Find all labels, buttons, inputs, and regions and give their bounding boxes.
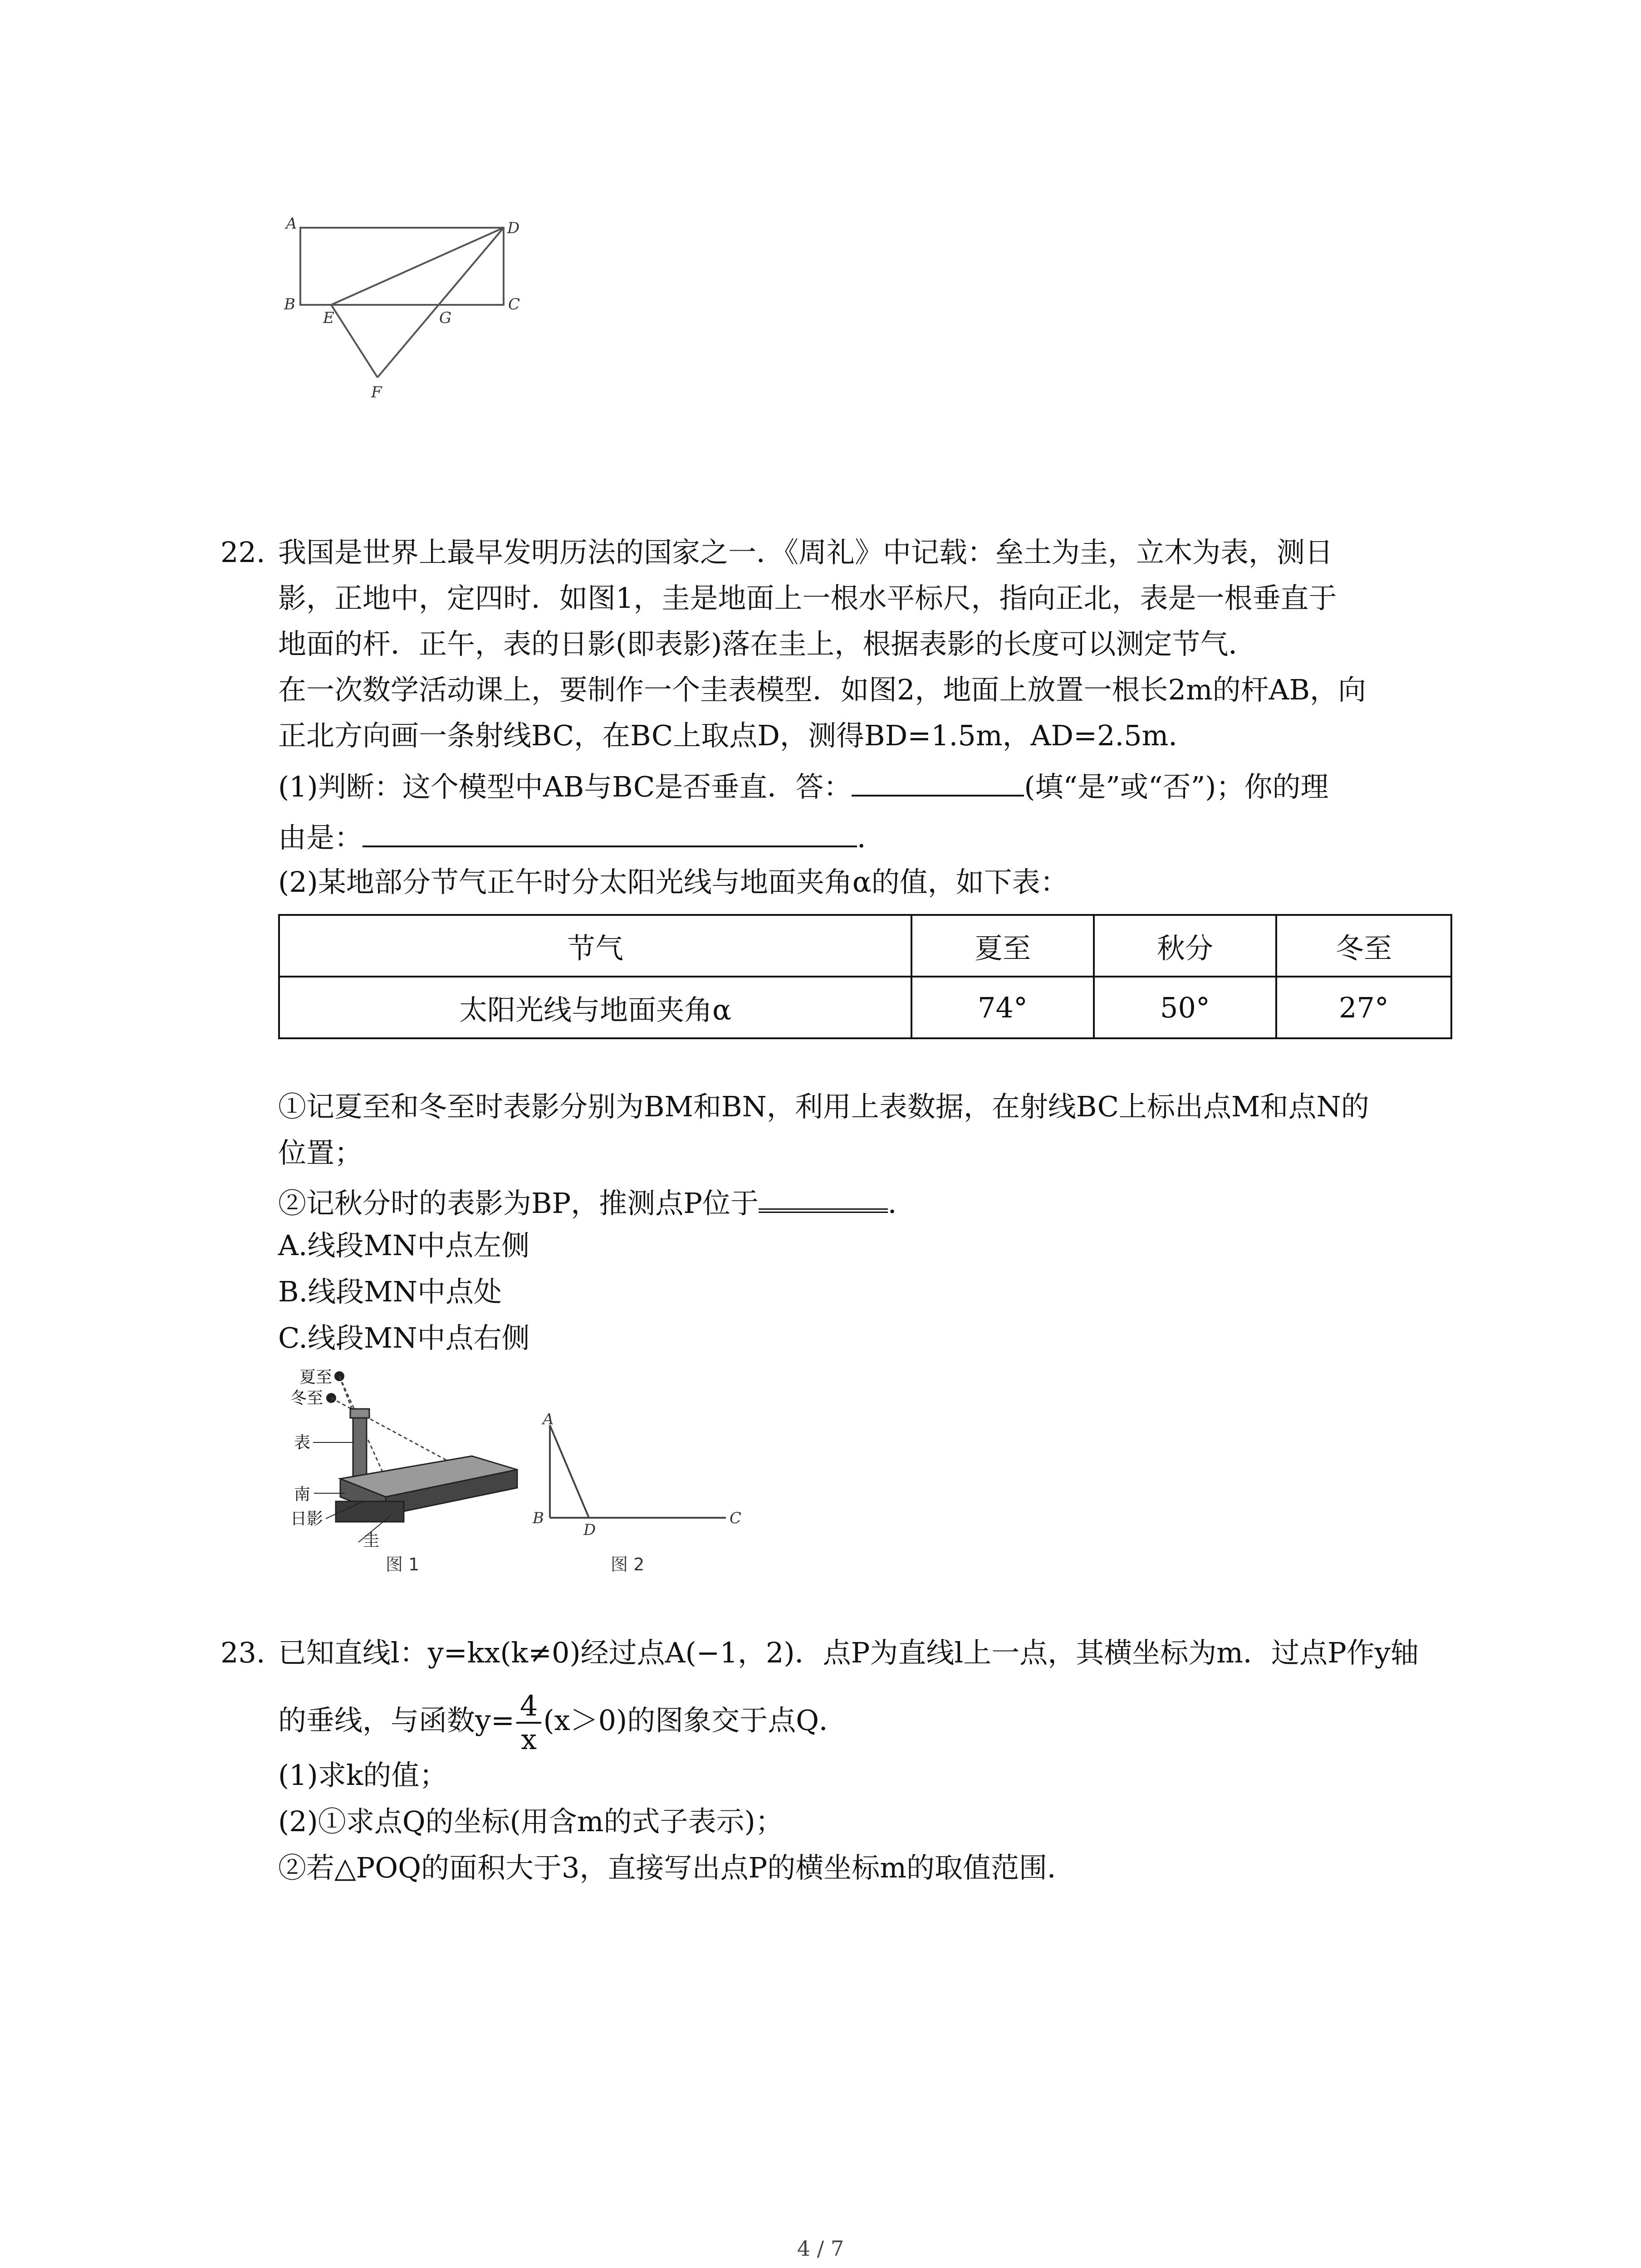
table-cell: 太阳光线与地面夹角α xyxy=(279,977,911,1038)
q22-option-c: C.线段MN中点右侧 xyxy=(278,1321,530,1354)
q22-part1-text-c: 由是： xyxy=(278,821,363,854)
figure-1-caption: 图 1 xyxy=(386,1554,420,1574)
table-header-cell: 节气 xyxy=(279,915,911,977)
label-f: F xyxy=(371,383,382,401)
figure-2-triangle xyxy=(526,1411,762,1588)
geometry-figure-abcd xyxy=(272,213,563,413)
q23-part2-1: (2)①求点Q的坐标(用含m的式子表示)； xyxy=(278,1805,784,1838)
table-header-cell: 秋分 xyxy=(1094,915,1276,977)
answer-blank-position[interactable] xyxy=(759,1181,888,1213)
table-header-cell: 夏至 xyxy=(911,915,1094,977)
q23-line-1: 已知直线l：y=kx(k≠0)经过点A(−1，2)．点P为直线l上一点，其横坐标为m．过点P作y轴 xyxy=(278,1636,1419,1669)
q23-line-2 xyxy=(278,1686,1458,1755)
fig2-label-c: C xyxy=(730,1509,742,1527)
q22-sub1-line-b: 位置； xyxy=(278,1136,363,1169)
label-shadow: 日影 xyxy=(290,1510,323,1528)
table-header-cell: 冬至 xyxy=(1276,915,1451,977)
figure-1-gnomon xyxy=(272,1365,526,1583)
q22-sub1-line-a: ①记夏至和冬至时表影分别为BM和BN，利用上表数据，在射线BC上标出点M和点N的 xyxy=(278,1090,1369,1123)
q23-line-2-text-a: 的垂线，与函数y= xyxy=(278,1704,514,1737)
fraction-4-over-x xyxy=(516,1690,541,1755)
q23-part1: (1)求k的值； xyxy=(278,1759,448,1792)
q22-sub2-text-a: ②记秋分时的表影为BP，推测点P位于 xyxy=(278,1187,759,1220)
q22-line-2: 影，正地中，定四时．如图1，圭是地面上一根水平标尺，指向正北，表是一根垂直于 xyxy=(278,582,1337,615)
figure-2-caption: 图 2 xyxy=(611,1554,645,1574)
fig2-label-d: D xyxy=(583,1521,596,1539)
solar-angle-table xyxy=(278,914,1452,1039)
q22-part1-text-d: ． xyxy=(857,821,886,854)
table-row xyxy=(279,977,1451,1038)
fraction-numerator: 4 xyxy=(516,1690,541,1724)
label-summer-solstice: 夏至 xyxy=(299,1368,333,1387)
table-row xyxy=(279,915,1451,977)
q22-sub2-text-b: ． xyxy=(888,1187,916,1220)
label-a: A xyxy=(286,215,297,233)
q22-line-5: 正北方向画一条射线BC，在BC上取点D，测得BD=1.5m，AD=2.5m． xyxy=(278,719,1197,752)
label-gnomon: 表 xyxy=(294,1433,311,1452)
fraction-denominator: x xyxy=(521,1722,537,1756)
q22-option-b: B.线段MN中点处 xyxy=(278,1275,502,1308)
q23-line-2-text-b: (x＞0)的图象交于点Q． xyxy=(543,1704,847,1737)
q22-part1-reason-line xyxy=(278,818,1458,856)
q22-part2-line: (2)某地部分节气正午时分太阳光线与地面夹角α的值，如下表： xyxy=(278,865,1068,899)
question-22-number: 22. xyxy=(220,536,265,569)
label-d: D xyxy=(507,219,520,237)
label-winter-solstice: 冬至 xyxy=(290,1389,323,1408)
q22-part1-text-b: (填“是”或“否”)；你的理 xyxy=(1024,770,1329,803)
q22-line-4: 在一次数学活动课上，要制作一个圭表模型．如图2，地面上放置一根长2m的杆AB，向 xyxy=(278,673,1367,706)
gnomon-pole xyxy=(353,1415,367,1483)
label-e: E xyxy=(323,309,334,327)
label-c: C xyxy=(508,295,520,313)
answer-blank-yes-no[interactable] xyxy=(852,767,1024,797)
label-south: 南 xyxy=(294,1485,311,1504)
table-cell: 50° xyxy=(1094,977,1276,1038)
label-b: B xyxy=(284,295,295,313)
q22-option-a: A.线段MN中点左侧 xyxy=(278,1229,530,1262)
q22-sub2-line xyxy=(278,1181,1458,1222)
table-cell: 74° xyxy=(911,977,1094,1038)
q22-line-1: 我国是世界上最早发明历法的国家之一．《周礼》中记载：垒土为圭，立木为表，测日 xyxy=(278,536,1333,569)
fig2-label-a: A xyxy=(543,1411,554,1428)
label-gui: 圭 xyxy=(363,1531,380,1550)
page-number: 4 / 7 xyxy=(797,2236,844,2261)
fig2-label-b: B xyxy=(533,1509,544,1527)
q23-part2-2: ②若△POQ的面积大于3，直接写出点P的横坐标m的取值范围． xyxy=(278,1851,1076,1884)
q22-part1-line xyxy=(278,767,1458,805)
question-23-number: 23. xyxy=(220,1636,265,1669)
label-g: G xyxy=(439,309,452,327)
q22-line-3: 地面的杆．正午，表的日影(即表影)落在圭上，根据表影的长度可以测定节气． xyxy=(278,627,1257,660)
table-cell: 27° xyxy=(1276,977,1451,1038)
answer-blank-reason[interactable] xyxy=(362,818,857,847)
q22-part1-text-a: (1)判断：这个模型中AB与BC是否垂直．答： xyxy=(278,770,852,803)
